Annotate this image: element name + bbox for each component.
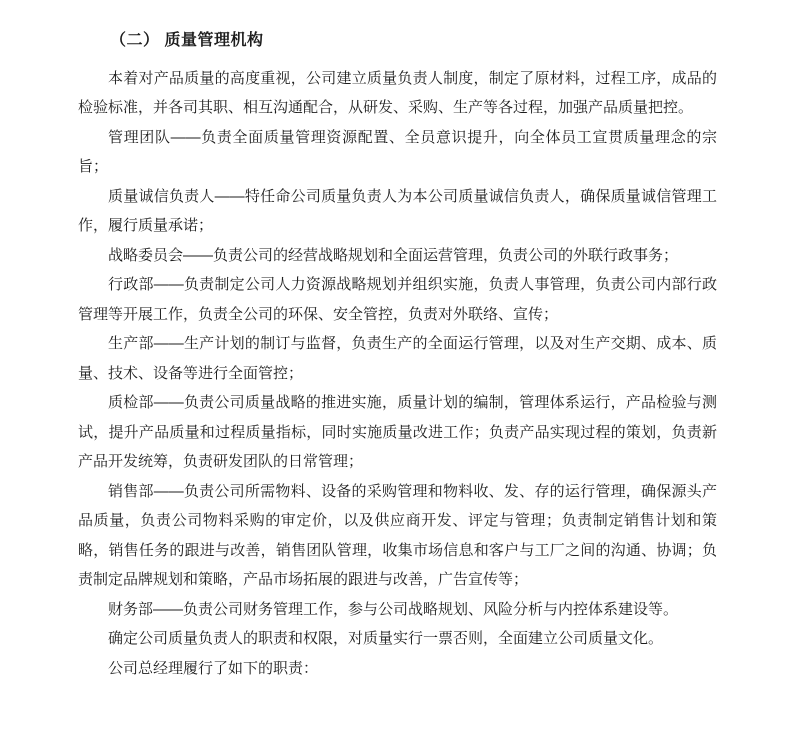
section-heading: （二） 质量管理机构 — [110, 32, 264, 49]
paragraph-qc-dept: 质检部——负责公司质量战略的推进实施，质量计划的编制，管理体系运行，产品检验与测试，提升产品质量和过程质量指标，同时实施质量改进工作；负责产品实现过程的策划，负责新产品开发统筹，负责研发团队的日常管理； — [78, 394, 717, 470]
paragraph-strategy-committee: 战略委员会——负责公司的经营战略规划和全面运营管理，负责公司的外联行政事务； — [108, 246, 679, 264]
paragraph-production-dept: 生产部——生产计划的制订与监督，负责生产的全面运行管理，以及对生产交期、成本、质量、技术、设备等进行全面管控； — [78, 335, 717, 382]
paragraph-intro: 本着对产品质量的高度重视，公司建立质量负责人制度，制定了原材料，过程工序，成品的检验标准，并各司其职、相互沟通配合，从研发、采购、生产等各过程，加强产品质量把控。 — [78, 69, 717, 116]
paragraph-integrity-lead: 质量诚信负责人——特任命公司质量负责人为本公司质量诚信负责人，确保质量诚信管理工作，履行质量承诺； — [78, 187, 717, 234]
paragraph-quality-veto: 确定公司质量负责人的职责和权限，对质量实行一票否则，全面建立公司质量文化。 — [108, 630, 664, 647]
document-body — [78, 64, 717, 684]
paragraph-admin-dept: 行政部——负责制定公司人力资源战略规划并组织实施，负责人事管理，负责公司内部行政管理等开展工作，负责全公司的环保、安全管控，负责对外联络、宣传； — [78, 276, 717, 323]
paragraph-gm-duties-lead-in: 公司总经理履行了如下的职责： — [108, 659, 319, 677]
paragraph-management-team: 管理团队——负责全面质量管理资源配置、全员意识提升，向全体员工宣贯质量理念的宗旨； — [78, 128, 717, 175]
paragraph-sales-dept: 销售部——负责公司所需物料、设备的采购管理和物料收、发、存的运行管理，确保源头产品质量，负责公司物料采购的审定价，以及供应商开发、评定与管理；负责制定销售计划和策略，销售任务的跟进与改善，销售团队管理，收集市场信息和客户与工厂之间的沟通、协调；负责制定品牌规划和策略，产品市场拓展的跟进与改善，广告宣传等； — [78, 482, 717, 588]
paragraph-finance-dept: 财务部——负责公司财务管理工作，参与公司战略规划、风险分析与内控体系建设等。 — [108, 600, 679, 618]
